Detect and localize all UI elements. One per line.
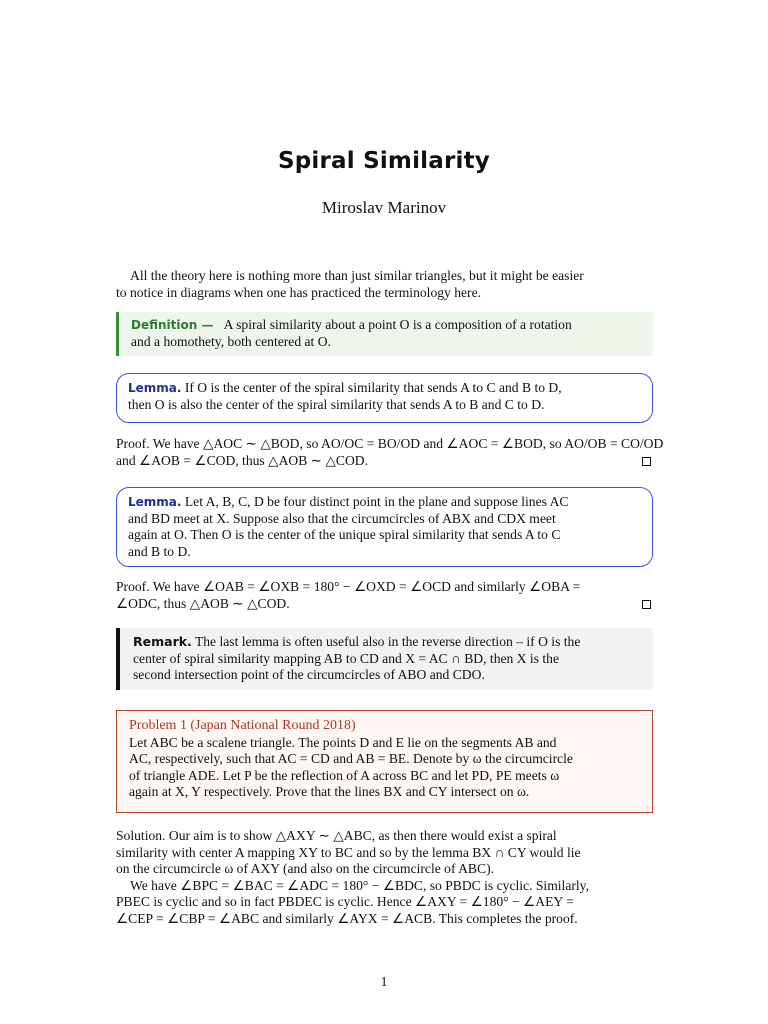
problem-line: again at X, Y respectively. Prove that the lines BX and CY intersect on ω. <box>129 784 530 799</box>
solution-line: We have ∠BPC = ∠BAC = ∠ADC = 180° − ∠BDC, so PBDC is cyclic. Similarly, <box>130 877 589 893</box>
lemma-line: Lemma. Let A, B, C, D be four distinct point in the plane and suppose lines AC <box>128 494 569 509</box>
lemma-line: and B to D. <box>128 543 191 559</box>
problem-line: Let ABC be a scalene triangle. The points D and E lie on the segments AB and <box>129 734 557 750</box>
solution-paragraph <box>116 828 654 927</box>
remark-label: Remark. <box>133 634 192 649</box>
qed-square <box>642 457 651 466</box>
remark-line: Remark. The last lemma is often useful also in the reverse direction – if O is the <box>133 634 581 649</box>
page-title: Spiral Similarity <box>278 148 490 174</box>
solution-line: Solution. Our aim is to show △AXY ∼ △ABC, as then there would exist a spiral <box>116 828 557 843</box>
solution-line: PBEC is cyclic and so in fact PBDEC is cyclic. Hence ∠AXY = ∠180° − ∠AEY = <box>116 894 574 909</box>
problem-heading <box>129 717 573 735</box>
lemma-box-2 <box>116 487 653 567</box>
intro-paragraph <box>116 268 654 301</box>
lemma-line: and BD meet at X. Suppose also that the circumcircles of ABX and CDX meet <box>128 510 556 526</box>
author-name: Miroslav Marinov <box>321 198 447 217</box>
lemma-label: Lemma. <box>128 381 182 395</box>
lemma-line: then O is also the center of the spiral similarity that sends A to B and C to D. <box>128 396 545 412</box>
lemma-line: Lemma. If O is the center of the spiral similarity that sends A to C and B to D, <box>128 380 562 395</box>
intro-line: to notice in diagrams when one has practiced the terminology here. <box>116 284 482 300</box>
problem-line: of triangle ADE. Let P be the reflection of A across BC and let PD, PE meets ω <box>129 767 560 783</box>
proof-line: Proof. We have △AOC ∼ △BOD, so AO/OC = BO/OD and ∠AOC = ∠BOD, so AO/OB = CO/OD <box>116 436 664 451</box>
problem-label: Problem 1 <box>129 718 187 733</box>
definition-line: and a homothety, both centered at O. <box>131 333 331 349</box>
remark-line: center of spiral similarity mapping AB to CD and X = AC ∩ BD, then X is the <box>133 650 560 666</box>
remark-box <box>116 628 653 690</box>
lemma-line: again at O. Then O is the center of the unique spiral similarity that sends A to C <box>128 527 561 542</box>
definition-box <box>116 312 653 356</box>
intro-line: All the theory here is nothing more than just similar triangles, but it might be easier <box>130 268 584 283</box>
problem-source: (Japan National Round 2018) <box>190 718 356 733</box>
solution-line: on the circumcircle ω of AXY (and also on the circumcircle of ABC). <box>116 861 494 876</box>
problem-box <box>116 710 653 813</box>
proof-paragraph-2 <box>116 579 654 612</box>
solution-line: similarity with center A mapping XY to BC and so by the lemma BX ∩ CY would lie <box>116 844 581 860</box>
qed-square <box>642 600 651 609</box>
solution-line: ∠CEP = ∠CBP = ∠ABC and similarly ∠AYX = ∠ACB. This completes the proof. <box>116 910 578 926</box>
remark-line: second intersection point of the circumcircles of ABO and CDO. <box>133 667 485 682</box>
lemma-label: Lemma. <box>128 495 182 509</box>
definition-line: Definition — A spiral similarity about a point O is a composition of a rotation <box>131 317 572 332</box>
lemma-box-1 <box>116 373 653 423</box>
proof-line: Proof. We have ∠OAB = ∠OXB = 180° − ∠OXD = ∠OCD and similarly ∠OBA = <box>116 579 581 594</box>
page-number: 1 <box>380 974 388 989</box>
proof-paragraph-1 <box>116 436 664 469</box>
problem-line: AC, respectively, such that AC = CD and AB = BE. Denote by ω the circumcircle <box>129 751 573 766</box>
definition-label: Definition — <box>131 318 214 332</box>
proof-line: ∠ODC, thus △AOB ∼ △COD. <box>116 595 290 611</box>
proof-line: and ∠AOB = ∠COD, thus △AOB ∼ △COD. <box>116 452 369 468</box>
